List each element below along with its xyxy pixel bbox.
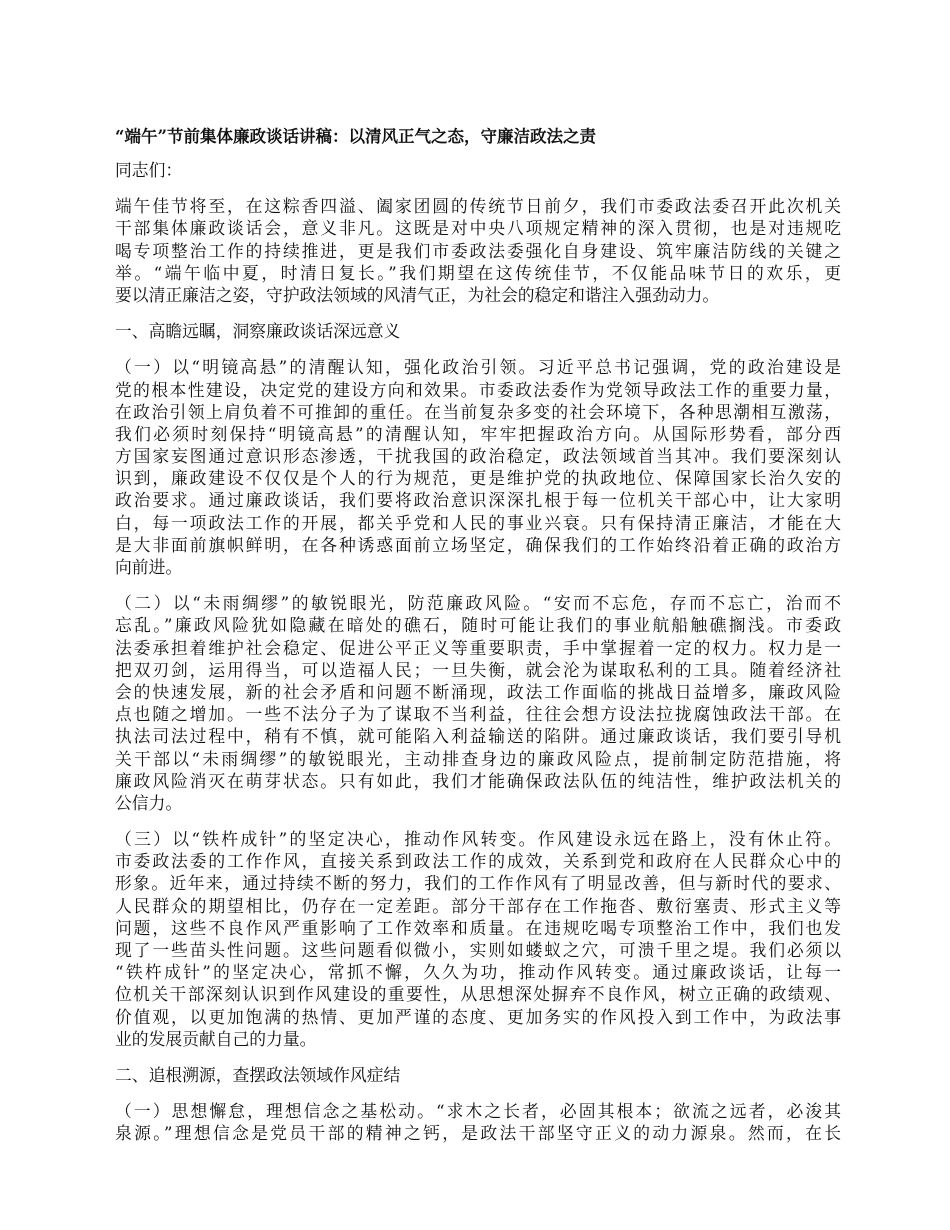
text-line: 市委政法委的工作作风，直接关系到政法工作的成效，关系到党和政府在人民群众心中的 (115, 851, 841, 872)
text-line: 政治要求。通过廉政谈话，我们要将政治意识深深扎根于每一位机关干部心中，让大家明 (115, 490, 841, 511)
text-line: （一）思想懈怠，理想信念之基松动。“求木之长者，必固其根本；欲流之远者，必浚其 (115, 1101, 841, 1122)
text-line: 关干部以“未雨绸缪”的敏锐眼光，主动排查身边的廉政风险点，提前制定防范措施，将 (115, 748, 841, 769)
document-body (115, 159, 841, 1145)
text-line: 会的快速发展，新的社会矛盾和问题不断涌现，政法工作面临的挑战日益增多，廉政风险 (115, 681, 841, 702)
heading-or-salutation (115, 1064, 841, 1086)
text-line: 现了一些苗头性问题。这些问题看似微小，实则如蝼蚁之穴，可溃千里之堤。我们必须以 (115, 940, 841, 960)
text-line: 价值观，以更加饱满的热情、更加严谨的态度、更加务实的作风投入到工作中，为政法事 (115, 1006, 841, 1027)
text-line: 同志们： (115, 160, 183, 180)
heading-or-salutation (115, 320, 841, 342)
text-line: 一、高瞻远瞩，洞察廉政谈话深远意义 (115, 321, 401, 342)
text-line: 点也随之增加。一些不法分子为了谋取不当利益，往往会想方设法拉拢腐蚀政法干部。在 (115, 704, 841, 725)
paragraph (115, 356, 841, 578)
paragraph (115, 195, 841, 306)
text-line: 要以清正廉洁之姿，守护政法领域的风清气正，为社会的稳定和谐注入强劲动力。 (115, 284, 720, 305)
text-line: 识到，廉政建设不仅仅是个人的行为规范，更是维护党的执政地位、保障国家长治久安的 (115, 468, 841, 489)
text-line: 干部集体廉政谈话会，意义非凡。这既是对中央八项规定精神的深入贯彻，也是对违规吃 (115, 218, 841, 239)
document-title: “端午”节前集体廉政谈话讲稿：以清风正气之态，守廉洁政法之责 (115, 127, 596, 146)
text-line: 把双刃剑，运用得当，可以造福人民；一旦失衡，就会沦为谋取私利的工具。随着经济社 (115, 659, 841, 680)
text-line: 方国家妄图通过意识形态渗透，干扰我国的政治稳定，政法领域首当其冲。我们要深刻认 (115, 446, 841, 467)
text-line: 人民群众的期望相比，仍存在一定差距。部分干部存在工作拖沓、敷衍塞责、形式主义等 (115, 895, 841, 916)
text-line: 二、追根溯源，查摆政法领域作风症结 (115, 1064, 401, 1085)
text-line: 喝专项整治工作的持续推进，更是我们市委政法委强化自身建设、筑牢廉洁防线的关键之 (115, 240, 841, 261)
text-line: 形象。近年来，通过持续不断的努力，我们的工作作风有了明显改善，但与新时代的要求、 (115, 873, 841, 894)
text-line: 忘乱。”廉政风险犹如隐藏在暗处的礁石，随时可能让我们的事业航船触礁搁浅。市委政 (115, 615, 841, 636)
paragraph (115, 592, 841, 814)
text-line: 是大非面前旗帜鲜明，在各种诱惑面前立场坚定，确保我们的工作始终沿着正确的政治方 (115, 534, 841, 555)
text-line: 我们必须时刻保持“明镜高悬”的清醒认知，牢牢把握政治方向。从国际形势看，部分西 (115, 423, 841, 444)
text-line: 问题，这些不良作风严重影响了工作效率和质量。在违规吃喝专项整治工作中，我们也发 (115, 917, 841, 938)
text-line: 白，每一项政法工作的开展，都关乎党和人民的事业兴衰。只有保持清正廉洁，才能在大 (115, 512, 841, 533)
text-line: （一）以“明镜高悬”的清醒认知，强化政治引领。习近平总书记强调，党的政治建设是 (115, 357, 841, 378)
text-line: 执法司法过程中，稍有不慎，就可能陷入利益输送的陷阱。通过廉政谈话，我们要引导机 (115, 726, 841, 747)
text-line: 廉政风险消灭在萌芽状态。只有如此，我们才能确保政法队伍的纯洁性，维护政法机关的 (115, 770, 841, 791)
text-line: “铁杵成针”的坚定决心，常抓不懈，久久为功，推动作风转变。通过廉政谈话，让每一 (115, 962, 841, 983)
text-line: 法委承担着维护社会稳定、促进公平正义等重要职责，手中掌握着一定的权力。权力是一 (115, 637, 841, 658)
text-line: 泉源。”理想信念是党员干部的精神之钙，是政法干部坚守正义的动力源泉。然而，在长 (115, 1123, 841, 1144)
text-line: 业的发展贡献自己的力量。 (115, 1028, 317, 1049)
heading-or-salutation (115, 159, 841, 181)
text-line: （二）以“未雨绸缪”的敏锐眼光，防范廉政风险。“安而不忘危，存而不忘亡，治而不 (115, 593, 841, 614)
document-page (115, 126, 841, 1159)
text-line: （三）以“铁杵成针”的坚定决心，推动作风转变。作风建设永远在路上，没有休止符。 (115, 829, 841, 850)
text-line: 举。“端午临中夏，时清日复长。”我们期望在这传统佳节，不仅能品味节日的欢乐，更 (115, 262, 841, 283)
paragraph (115, 828, 841, 1050)
text-line: 党的根本性建设，决定党的建设方向和效果。市委政法委作为党领导政法工作的重要力量， (115, 379, 841, 400)
text-line: 端午佳节将至，在这粽香四溢、阖家团圆的传统节日前夕，我们市委政法委召开此次机关 (115, 196, 841, 217)
paragraph (115, 1100, 841, 1144)
text-line: 位机关干部深刻认识到作风建设的重要性，从思想深处摒弃不良作风，树立正确的政绩观、 (115, 984, 841, 1005)
text-line: 向前进。 (115, 557, 183, 577)
text-line: 在政治引领上肩负着不可推卸的重任。在当前复杂多变的社会环境下，各种思潮相互激荡， (115, 401, 841, 422)
text-line: 公信力。 (115, 792, 183, 813)
